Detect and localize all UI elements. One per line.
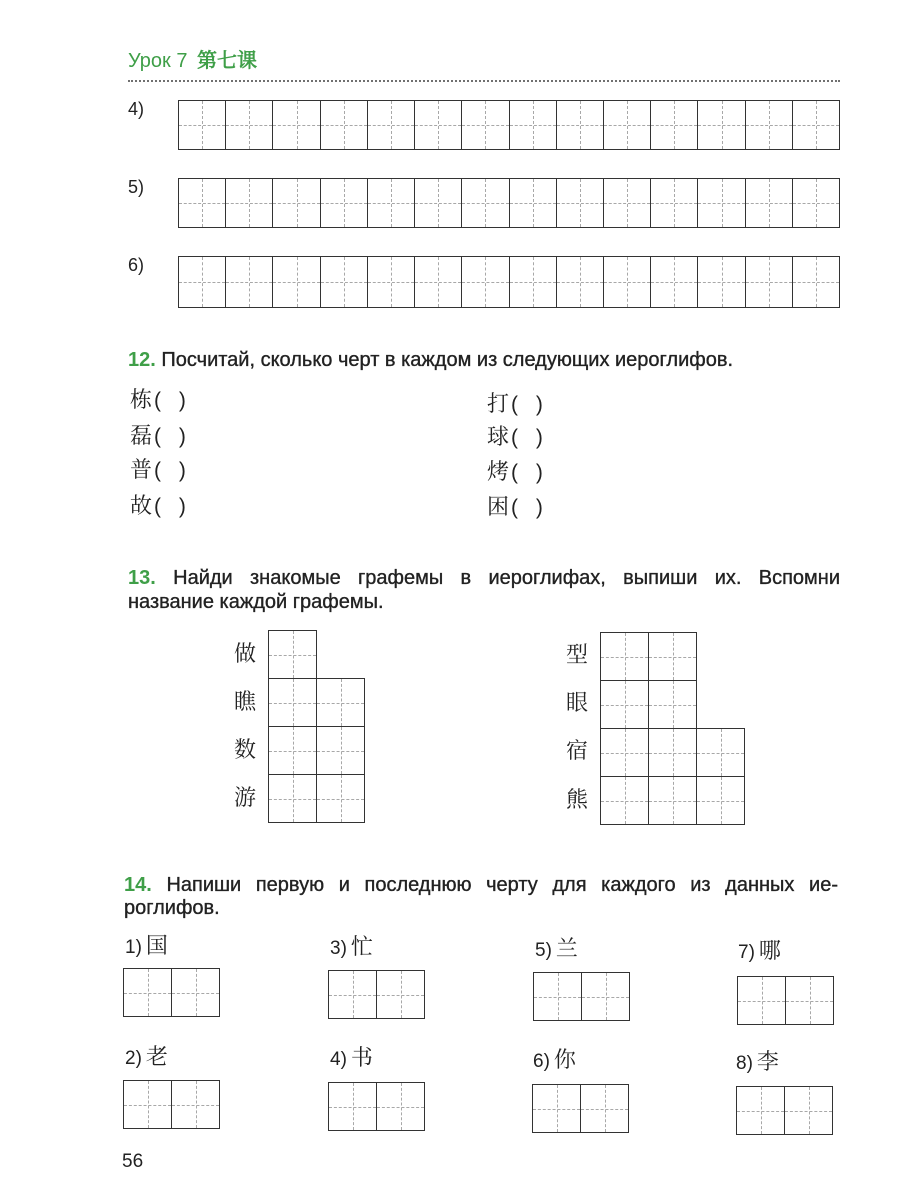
grapheme-cell [648,728,697,777]
hieroglyph: 国 [145,934,168,959]
stroke-count-item [487,392,543,417]
writing-cell [462,101,509,149]
writing-row-label: 5) [128,177,145,197]
stroke-count-item [130,494,186,519]
writing-cell [462,179,509,227]
answer-blank: ( ) [154,495,186,518]
writing-cell [123,968,172,1017]
writing-cell [651,101,698,149]
writing-cell [737,976,786,1025]
lesson-header [128,47,257,74]
stroke-item-label [738,940,781,965]
exercise-instruction-line-2: роглифов. [124,897,220,919]
hieroglyph: 做 [233,642,256,667]
writing-grid [178,178,840,228]
writing-cell [793,101,839,149]
writing-cell [651,257,698,307]
writing-box [123,968,220,1017]
grapheme-cell [648,680,697,729]
writing-box [737,976,834,1025]
writing-cell [376,970,425,1019]
item-number: 6) [533,1051,550,1072]
stroke-count-item [130,458,186,483]
lesson-title: Урок 7 [128,50,188,72]
item-number: 8) [736,1053,753,1074]
exercise-14-title [124,873,838,897]
writing-cell [462,257,509,307]
writing-cell [415,179,462,227]
hieroglyph: 书 [350,1046,373,1071]
writing-cell [510,179,557,227]
grapheme-cell [600,776,649,825]
writing-cell [510,257,557,307]
hieroglyph: 普 [130,458,153,483]
hieroglyph: 你 [553,1048,576,1073]
writing-cell [604,179,651,227]
page-number: 56 [122,1151,144,1172]
item-number: 7) [738,942,755,963]
writing-cell [510,101,557,149]
grapheme-cell [648,776,697,825]
exercise-12-title [128,348,733,372]
writing-cell [226,257,273,307]
writing-cell [273,179,320,227]
writing-cell [321,179,368,227]
writing-box [328,1082,425,1131]
hieroglyph: 栋 [130,388,153,413]
answer-blank: ( ) [511,496,543,519]
writing-row-label: 6) [128,255,145,275]
writing-grid [178,100,840,150]
hieroglyph: 李 [756,1050,779,1075]
writing-box [123,1080,220,1129]
stroke-item-label [125,1046,168,1071]
exercise-13-title [128,566,840,590]
writing-cell [179,101,226,149]
grapheme-cell [268,726,317,775]
exercise-instruction: Посчитай, сколько черт в каждом из следующих иероглифов. [161,349,734,371]
writing-cell [273,101,320,149]
answer-blank: ( ) [511,461,543,484]
hieroglyph: 瞧 [233,690,256,715]
answer-blank: ( ) [511,426,543,449]
grapheme-cell [316,678,365,727]
stroke-count-item [487,495,543,520]
writing-cell [415,257,462,307]
hieroglyph: 哪 [758,939,781,964]
hieroglyph: 打 [487,392,510,417]
writing-cell [580,1084,629,1133]
stroke-item-label [533,1049,576,1074]
hieroglyph: 烤 [487,460,510,485]
hieroglyph: 眼 [565,691,588,716]
writing-cell [179,257,226,307]
writing-cell [736,1086,785,1135]
writing-cell [698,179,745,227]
grapheme-cell [268,774,317,823]
writing-cell [746,101,793,149]
hieroglyph: 故 [130,494,153,519]
hieroglyph: 游 [233,786,256,811]
stroke-count-item [487,460,543,485]
writing-cell [698,101,745,149]
stroke-item-label [330,936,373,961]
stroke-count-item [487,425,543,450]
writing-cell [328,1082,377,1131]
stroke-item-label [330,1047,373,1072]
writing-cell [273,257,320,307]
writing-cell [793,179,839,227]
item-number: 5) [535,940,552,961]
writing-row-label: 4) [128,99,145,119]
writing-cell [532,1084,581,1133]
writing-box [328,970,425,1019]
writing-cell [226,179,273,227]
writing-cell [557,101,604,149]
header-divider [128,80,840,82]
writing-box [532,1084,629,1133]
writing-cell [557,257,604,307]
grapheme-cell [316,774,365,823]
writing-cell [785,976,834,1025]
writing-cell [746,257,793,307]
grapheme-cell [600,728,649,777]
hieroglyph: 熊 [565,788,588,813]
writing-cell [698,257,745,307]
exercise-instruction-line-1: Найди знакомые графемы в иероглифах, выпиши их. Вспомни [173,567,840,589]
writing-cell [581,972,630,1021]
writing-cell [415,101,462,149]
exercise-instruction-line-2: название каждой графемы. [128,591,384,613]
writing-cell [321,257,368,307]
answer-blank: ( ) [154,425,186,448]
writing-cell [651,179,698,227]
grapheme-cell [268,630,317,679]
grapheme-cell [268,678,317,727]
writing-cell [376,1082,425,1131]
writing-cell [171,1080,220,1129]
writing-cell [793,257,839,307]
writing-cell [533,972,582,1021]
writing-cell [557,179,604,227]
answer-blank: ( ) [511,393,543,416]
hieroglyph: 宿 [565,739,588,764]
writing-cell [604,101,651,149]
writing-box [736,1086,833,1135]
writing-cell [368,257,415,307]
writing-cell [784,1086,833,1135]
stroke-count-item [130,424,186,449]
hieroglyph: 球 [487,425,510,450]
writing-cell [746,179,793,227]
grapheme-cell [316,726,365,775]
writing-cell [368,179,415,227]
exercise-instruction-line-1: Напиши первую и последнюю черту для каждого из данных ие- [166,874,838,896]
stroke-item-label [736,1051,779,1076]
answer-blank: ( ) [154,459,186,482]
grapheme-cell [600,632,649,681]
writing-cell [321,101,368,149]
hieroglyph: 型 [565,643,588,668]
grapheme-cell [696,728,745,777]
writing-cell [123,1080,172,1129]
exercise-number: 14. [124,874,152,896]
writing-cell [368,101,415,149]
item-number: 4) [330,1049,347,1070]
hieroglyph: 磊 [130,424,153,449]
lesson-title-chinese: 第七课 [197,48,258,72]
writing-box [533,972,630,1021]
item-number: 1) [125,937,142,958]
item-number: 3) [330,938,347,959]
stroke-item-label [125,935,168,960]
answer-blank: ( ) [154,389,186,412]
grapheme-cell [648,632,697,681]
writing-cell [604,257,651,307]
stroke-item-label [535,938,578,963]
item-number: 2) [125,1048,142,1069]
writing-cell [226,101,273,149]
hieroglyph: 困 [487,495,510,520]
hieroglyph: 兰 [555,937,578,962]
writing-cell [179,179,226,227]
hieroglyph: 忙 [350,935,373,960]
hieroglyph: 老 [145,1045,168,1070]
exercise-number: 13. [128,567,156,589]
grapheme-cell [600,680,649,729]
grapheme-cell [696,776,745,825]
writing-cell [328,970,377,1019]
writing-cell [171,968,220,1017]
hieroglyph: 数 [233,738,256,763]
stroke-count-item [130,388,186,413]
exercise-number: 12. [128,349,156,371]
writing-grid [178,256,840,308]
